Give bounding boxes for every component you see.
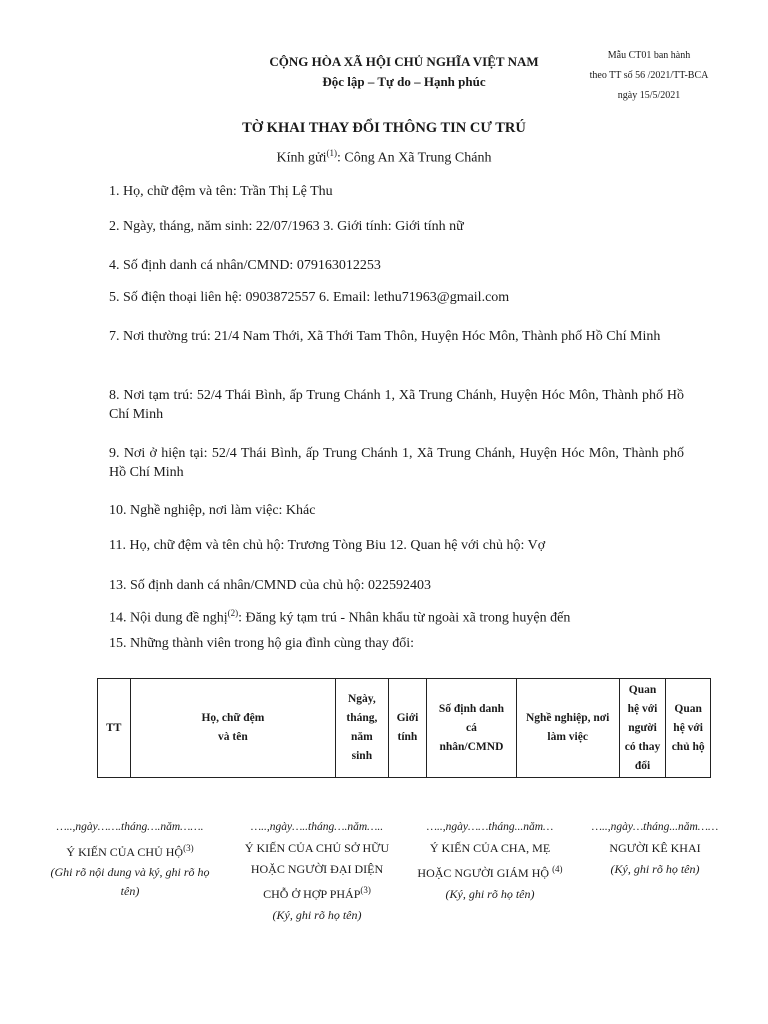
signature-date: …..,ngày…tháng...năm…… [591,821,719,833]
signature-title-line-1: Ý KIẾN CỦA CHA, MẸ [429,841,551,855]
signature-date: …..,ngày…….tháng….năm……. [56,821,204,833]
signature-note: (Ký, ghi rõ họ tên) [610,862,700,876]
request-footnote: (2) [227,608,239,618]
field-request-content [109,608,570,627]
signature-title-line-1: Ý KIẾN CỦA CHỦ SỞ HỮU [244,841,390,855]
recipient-line [0,148,768,167]
field-phone-email: 5. Số điện thoại liên hệ: 0903872557 6. Email: lethu71963@gmail.com [109,290,510,305]
recipient-footnote: (1) [326,148,338,158]
col-header-relation-head: Quan hệ với chủ hộ [666,679,711,778]
signature-block-owner [222,817,412,926]
signature-note: (Ký, ghi rõ họ tên) [445,887,535,901]
col-header-gender: Giới tính [388,679,427,778]
recipient-label: Kính gửi [276,150,327,166]
field-occupation: 10. Nghề nghiệp, nơi làm việc: Khác [109,503,316,518]
form-note-line-2: theo TT số 56 /2021/TT-BCA [589,70,709,81]
family-members-table [97,678,711,778]
col-header-full-name: Họ, chữ đệm và tên [130,679,336,778]
field-temporary-address: 8. Nơi tạm trú: 52/4 Thái Bình, ấp Trung Chánh 1, Xã Trung Chánh, Huyện Hóc Môn, Thành phố Hồ Chí Minh [109,388,684,422]
signature-date: …..,ngày…..tháng….năm….. [250,821,384,833]
col-header-id-number: Số định danh cá nhân/CMND [427,679,516,778]
signature-note: (Ghi rõ nội dung và ký, ghi rõ họ tên) [50,865,210,898]
signature-date: …..,ngày……tháng...năm… [426,821,554,833]
col-header-tt: TT [98,679,131,778]
signature-block-guardian [405,817,575,905]
request-label: 14. Nội dung đề nghị [109,610,228,626]
table-header-row [98,679,711,778]
field-family-members: 15. Những thành viên trong hộ gia đình cùng thay đổi: [109,636,415,651]
signature-title-line-2: HOẶC NGƯỜI GIÁM HỘ $^{(4)}$ [417,864,563,880]
field-permanent-address: 7. Nơi thường trú: 21/4 Nam Thới, Xã Thới Tam Thôn, Huyện Hóc Môn, Thành phố Hồ Chí Minh [109,329,661,344]
col-header-birth-date: Ngày, tháng, năm sinh [336,679,388,778]
field-id-number: 4. Số định danh cá nhân/CMND: 079163012253 [109,258,381,273]
request-value: : Đăng ký tạm trú - Nhân khẩu từ ngoài xã trong huyện đến [238,610,571,626]
signature-block-declarant [580,817,730,880]
field-household-head: 11. Họ, chữ đệm và tên chủ hộ: Trương Tòng Biu 12. Quan hệ với chủ hộ: Vợ [109,538,546,553]
country-name: CỘNG HÒA XÃ HỘI CHỦ NGHĨA VIỆT NAM [269,54,539,69]
col-header-relation-changer: Quan hệ với người có thay đổi [619,679,666,778]
field-household-head-id: 13. Số định danh cá nhân/CMND của chủ hộ: 022592403 [109,578,431,593]
field-current-address: 9. Nơi ở hiện tại: 52/4 Thái Bình, ấp Trung Chánh 1, Xã Trung Chánh, Huyện Hóc Môn, Thành phố Hồ Chí Minh [109,446,684,480]
field-birth-date-gender: 2. Ngày, tháng, năm sinh: 22/07/1963 3. Giới tính: Giới tính nữ [109,219,464,234]
signature-note: (Ký, ghi rõ họ tên) [272,908,362,922]
field-full-name: 1. Họ, chữ đệm và tên: Trần Thị Lệ Thu [109,184,333,199]
national-motto: Độc lập – Tự do – Hạnh phúc [322,74,486,89]
signature-title-line-2: HOẶC NGƯỜI ĐẠI DIỆN [250,862,384,876]
form-note-line-3: ngày 15/5/2021 [617,90,681,101]
signature-title: Ý KIẾN CỦA CHỦ HỘ$^{(3)}$ [66,843,194,859]
document-title: TỜ KHAI THAY ĐỔI THÔNG TIN CƯ TRÚ [242,120,526,136]
col-header-occupation: Nghề nghiệp, nơi làm việc [516,679,619,778]
signature-block-household-head [40,817,220,901]
recipient-value: : Công An Xã Trung Chánh [337,150,492,166]
signature-title: NGƯỜI KÊ KHAI [609,841,701,855]
form-note-line-1: Mẫu CT01 ban hành [607,50,691,61]
signature-title-line-3: CHỖ Ở HỢP PHÁP$^{(3)}$ [263,885,371,901]
